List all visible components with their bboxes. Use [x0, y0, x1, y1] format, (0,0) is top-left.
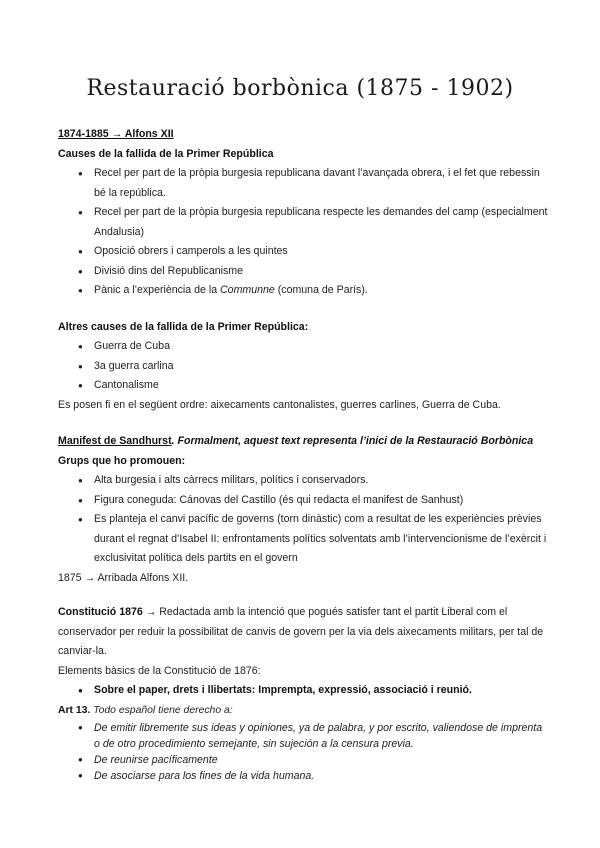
article-line	[58, 701, 548, 721]
section-heading-causes: Causes de la fallida de la Primer República	[58, 147, 274, 160]
item-text: (comuna de París).	[274, 284, 368, 296]
list-item: ● Sobre el paper, drets i llibertats: Imprempta, expressió, associació i reunió.	[58, 681, 548, 701]
order-note: Es posen fi en el següent ordre: aixecaments cantonalistes, guerres carlines, Guerra de Cuba.	[58, 398, 501, 411]
manifest-title: Manifest de Sandhurst	[58, 435, 172, 447]
list-item: ● De emitir libremente sus ideas y opiniones, ya de palabra, y por escrito, valiendose de imprenta o de otro procedimiento semejante, sin sujeción a la censura previa.	[58, 720, 548, 752]
document-body	[58, 125, 548, 784]
list-item: ● Recel per part de la pròpia burgesia republicana davant l’avançada obrera, i el fet que rebessin bé la república.	[58, 164, 548, 203]
list-item	[58, 281, 548, 301]
constitution-title: Constitució 1876 →	[58, 606, 157, 618]
rights-list	[58, 681, 548, 701]
section-heading-other-causes: Altres causes de la fallida de la Primer República:	[58, 320, 309, 333]
groups-list	[58, 471, 548, 569]
page-title: Restauració borbònica (1875 - 1902)	[86, 76, 514, 101]
constitution-text: Redactada amb la intenció que pogués satisfer tant el partit Liberal com el conservador per reduir la possibilitat de canvis de govern per la via dels aixecaments militars, per tal de canviar-la.	[58, 606, 544, 657]
list-item: ● Es planteja el canvi pacífic de governs (torn dinàstic) com a resultat de les experiències prèvies durant el regnat d’Isabel II: enfrontaments polítics solventats amb l’intervencionisme de l’exèrcit i exclusivitat política dels partits en el govern	[58, 510, 548, 569]
period-heading: 1874-1885 → Alfons XII	[58, 128, 174, 140]
article-label: Art 13.	[58, 704, 91, 716]
other-causes-list	[58, 337, 548, 396]
list-item: ● Recel per part de la pròpia burgesia republicana respecte les demandes del camp (especialment Andalusia)	[58, 203, 548, 242]
list-item: ● Figura coneguda: Cánovas del Castillo (és qui redacta el manifest de Sanhust)	[58, 491, 548, 511]
list-item: ● De asociarse para los fines de la vida humana.	[58, 768, 548, 784]
manifest-heading	[58, 432, 548, 452]
arrival-note: 1875 → Arribada Alfons XII.	[58, 571, 189, 584]
list-item: ● Guerra de Cuba	[58, 337, 548, 357]
article-list	[58, 720, 548, 784]
list-item: ● De reunirse pacíficamente	[58, 752, 548, 768]
item-text: Pànic a l’experiència de la	[94, 284, 221, 296]
manifest-subtitle: . Formalment, aquest text representa l’inici de la Restauració Borbònica	[171, 435, 534, 447]
list-item: ● Oposició obrers i camperols a les quintes	[58, 242, 548, 262]
item-text-italic: Communne	[220, 284, 275, 296]
article-text: Todo español tiene derecho a:	[90, 704, 233, 716]
list-item: ● Cantonalisme	[58, 376, 548, 396]
section-heading-groups: Grups que ho promouen:	[58, 454, 186, 467]
list-item: ● Alta burgesia i alts càrrecs militars, polítics i conservadors.	[58, 471, 548, 491]
constitution-paragraph	[58, 603, 548, 662]
elements-heading: Elements bàsics de la Constitució de 1876:	[58, 664, 261, 677]
list-item: ● Divisió dins del Republicanisme	[58, 262, 548, 282]
causes-list	[58, 164, 548, 301]
list-item: ● 3a guerra carlina	[58, 357, 548, 377]
